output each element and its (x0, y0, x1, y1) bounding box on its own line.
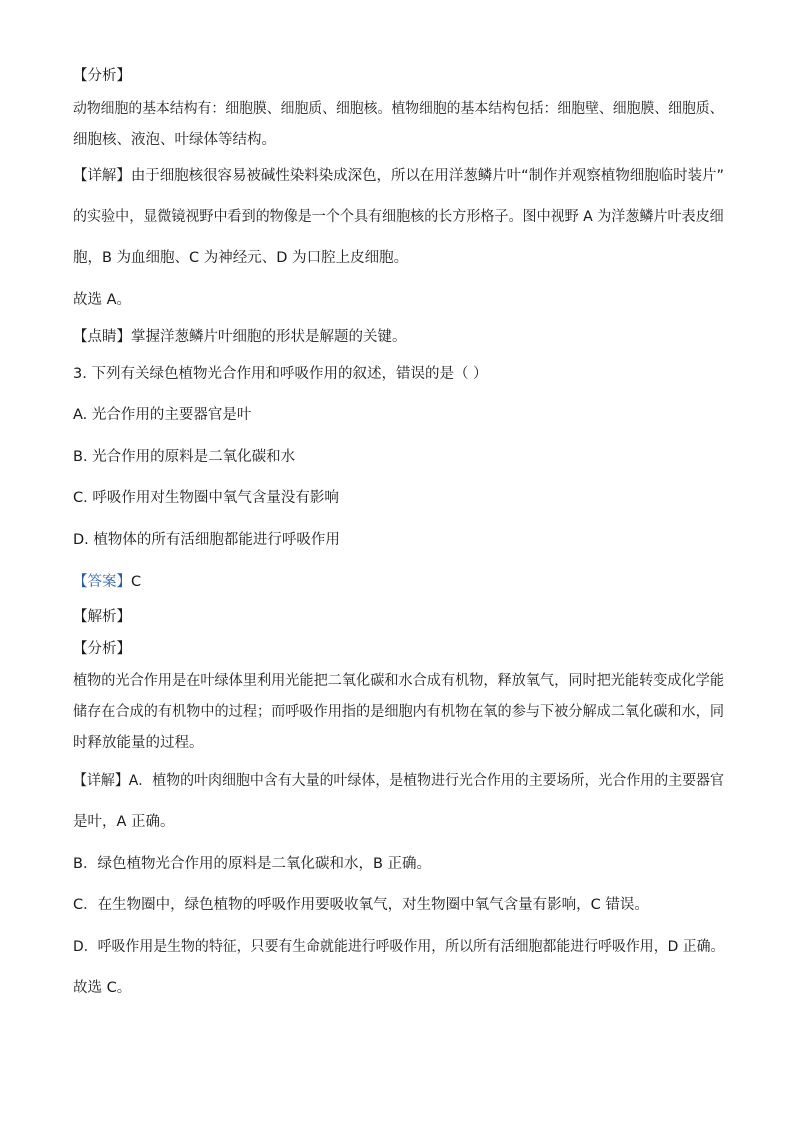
answer-label: 【答案】 (73, 574, 131, 590)
question-stem: 3. 下列有关绿色植物光合作用和呼吸作用的叙述，错误的是（ ） (73, 366, 488, 382)
analysis2-text-line-2: 储存在合成的有机物中的过程；而呼吸作用指的是细胞内有机物在氧的参与下被分解成二氧化碳和水，同 (73, 704, 724, 720)
answer-line (73, 572, 141, 592)
detail2-option-b: B．绿色植物光合作用的原料是二氧化碳和水，B 正确。 (73, 856, 432, 872)
detail2-text-line-2: 是叶，A 正确。 (73, 814, 175, 830)
answer-value: C (131, 574, 142, 590)
choice-text: 故选 A。 (73, 292, 132, 308)
detail2-text-line-1: 【详解】A．植物的叶肉细胞中含有大量的叶绿体，是植物进行光合作用的主要场所，光合作用的主要器官 (73, 773, 724, 789)
analysis-text-line-2: 细胞核、液泡、叶绿体等结构。 (73, 132, 276, 148)
analysis2-heading: 【分析】 (73, 641, 131, 657)
option-d: D. 植物体的所有活细胞都能进行呼吸作用 (73, 532, 340, 548)
detail-text-line-1: 【详解】由于细胞核很容易被碱性染料染成深色，所以在用洋葱鳞片叶“制作并观察植物细胞临时装片” (73, 168, 725, 184)
key-point-text: 【点睛】掌握洋葱鳞片叶细胞的形状是解题的关键。 (73, 329, 407, 345)
detail-text-line-2: 的实验中，显微镜视野中看到的物像是一个个具有细胞核的长方形格子。图中视野 A 为洋葱鳞片叶表皮细 (73, 209, 724, 225)
option-b: B. 光合作用的原料是二氧化碳和水 (73, 449, 296, 465)
analysis-text-line-1: 动物细胞的基本结构有：细胞膜、细胞质、细胞核。植物细胞的基本结构包括：细胞壁、细胞膜、细胞质、 (73, 101, 724, 117)
detail2-option-c: C．在生物圈中，绿色植物的呼吸作用要吸收氧气，对生物圈中氧气含量有影响，C 错误。 (73, 897, 649, 913)
option-a: A. 光合作用的主要器官是叶 (73, 407, 252, 423)
detail-text-line-3: 胞，B 为血细胞、C 为神经元、D 为口腔上皮细胞。 (73, 250, 409, 266)
option-c: C. 呼吸作用对生物圈中氧气含量没有影响 (73, 490, 339, 506)
explanation-label: 【解析】 (73, 609, 131, 625)
choice2-text: 故选 C。 (73, 980, 132, 996)
analysis2-text-line-1: 植物的光合作用是在叶绿体里利用光能把二氧化碳和水合成有机物，释放氧气，同时把光能转变成化学能 (73, 673, 724, 689)
detail2-option-d: D．呼吸作用是生物的特征，只要有生命就能进行呼吸作用，所以所有活细胞都能进行呼吸作用，D 正确。 (73, 939, 725, 955)
analysis-heading: 【分析】 (73, 68, 131, 84)
analysis2-text-line-3: 时释放能量的过程。 (73, 735, 204, 751)
